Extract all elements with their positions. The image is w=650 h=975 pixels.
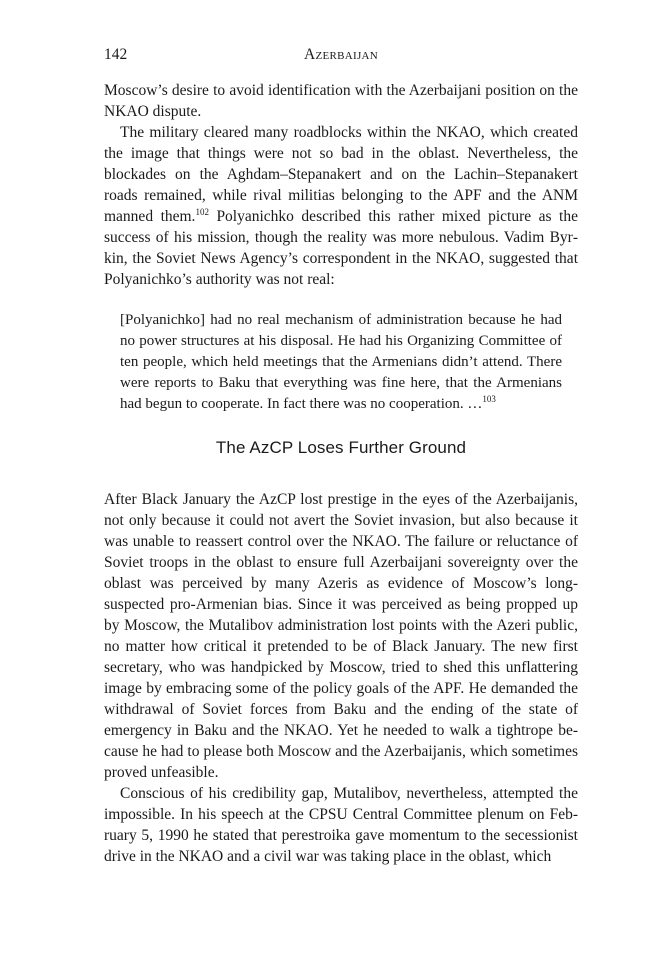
- running-head: [104, 46, 578, 68]
- paragraph-text: The military cleared many roadblocks within the NKAO, which created the image that things were not so bad in the oblast. Nevertheless, the blockades on the Aghdam–Stepanakert and on the Lachin–Stepanakert roads remained, while rival militias belonging to the APF and the ANM manned them.: [104, 124, 578, 225]
- footnote-marker: 103: [482, 394, 496, 404]
- paragraph: Conscious of his credibility gap, Mutalibov, nevertheless, attempted the impossible. In his speech at the CPSU Central Committee plenum on February 5, 1990 he stated that perestroika gave momentum to the secessionist drive in the NKAO and a civil war was taking place in the oblast, which: [104, 785, 578, 865]
- paragraph: After Black January the AzCP lost prestige in the eyes of the Azerbaijanis, not only because it could not avert the Soviet invasion, but also because it was unable to reassert control over the NKAO. The failure or reluctance of Soviet troops in the oblast to ensure full Azerbaijani sovereignty over the oblast was perceived by many Azeris as evidence of Moscow’s long-suspected pro-Armenian bias. Since it was perceived as being propped up by Moscow, the Mutalibov administration lost points with the Azeri public, no matter how critical it pretended to be of Black January. The new first secretary, who was handpicked by Moscow, tried to shed this unflattering image by embracing some of the policy goals of the APF. He demanded the withdrawal of Soviet forces from Baku and the ending of the state of emergency in Baku and the NKAO. Yet he needed to walk a tightrope because he had to please both Moscow and the Azerbaijanis, which sometimes proved unfeasible.: [104, 491, 578, 781]
- paragraph-text: Polyanichko described this rather mixed picture as the success of his mission, though the reality was more nebulous. Vadim Byrkin, the Soviet News Agency’s correspondent in the NKAO, suggested that Polyanichko’s authority was not real:: [104, 208, 578, 288]
- paragraph: [104, 122, 578, 290]
- section-heading: The AzCP Loses Further Ground: [215, 438, 467, 457]
- quote-body: [Polyanichko] had no real mechanism of administration because he had no power structures at his disposal. He had his Organizing Committee of ten people, which held meetings that the Armenians didn’t attend. There were reports to Baku that everything was fine here, that the Armenians had begun to cooperate. In fact there was no cooperation. …: [120, 312, 562, 412]
- book-page: [104, 46, 578, 867]
- block-quote: [120, 310, 562, 415]
- page-body: [104, 80, 578, 867]
- footnote-marker: 102: [195, 207, 209, 217]
- paragraph: Moscow’s desire to avoid identification with the Azerbaijani position on the NKAO dispute.: [104, 82, 578, 120]
- page-number: 142: [104, 46, 128, 63]
- quote-text: [120, 310, 562, 415]
- running-title: Azerbaijan: [303, 46, 379, 63]
